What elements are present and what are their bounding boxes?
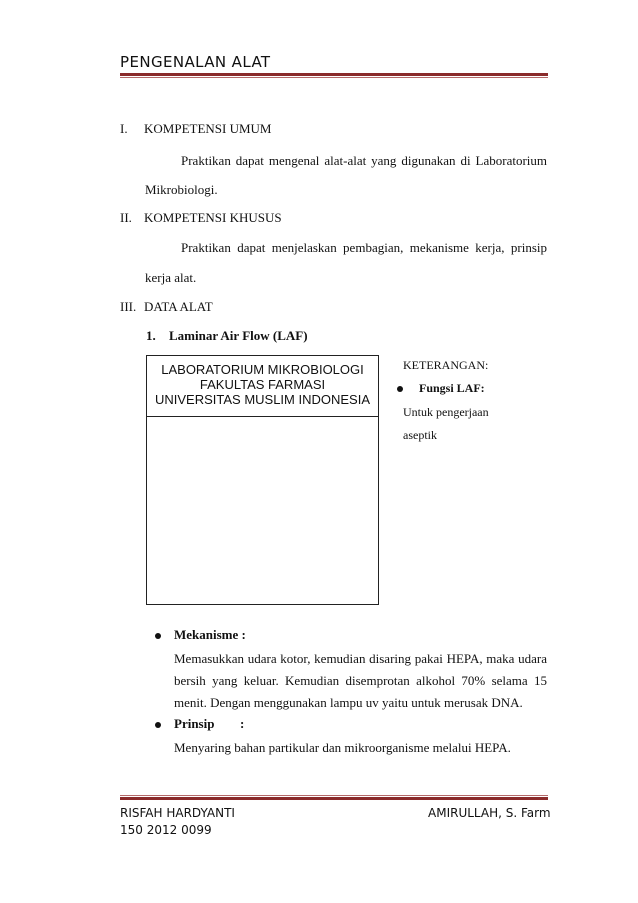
prinsip-colon: : <box>240 716 245 731</box>
mekanisme-label: Mekanisme : <box>174 627 246 642</box>
section-number: III. <box>120 299 137 314</box>
item-number: 1. <box>146 328 156 343</box>
section-title: KOMPETENSI KHUSUS <box>144 210 282 225</box>
paragraph-line: Praktikan dapat mengenal alat-alat yang digunakan di Laboratorium <box>181 153 547 168</box>
header-rule <box>120 73 548 76</box>
paragraph-line: kerja alat. <box>145 270 197 285</box>
fungsi-text: Untuk pengerjaan <box>403 405 489 419</box>
footer-author-id: 150 2012 0099 <box>120 823 212 837</box>
section-kompetensi-umum <box>120 121 550 137</box>
mekanisme-line: Memasukkan udara kotor, kemudian disaring pakai HEPA, maka udara <box>174 651 547 666</box>
lab-name: LABORATORIUM MIKROBIOLOGI <box>161 362 364 377</box>
bullet-icon <box>397 386 403 392</box>
paragraph-line: Praktikan dapat menjelaskan pembagian, mekanisme kerja, prinsip <box>181 240 547 255</box>
paragraph-line: Mikrobiologi. <box>145 182 218 197</box>
photo-frame <box>146 355 379 605</box>
section-number: I. <box>120 121 128 136</box>
bullet-icon <box>155 633 161 639</box>
faculty-name: FAKULTAS FARMASI <box>199 377 326 392</box>
item-title: Laminar Air Flow (LAF) <box>169 328 308 343</box>
page-header-title: PENGENALAN ALAT <box>120 53 271 71</box>
footer-author-name: RISFAH HARDYANTI <box>120 806 235 820</box>
footer-rule-thin <box>120 795 548 796</box>
section-kompetensi-khusus <box>120 210 550 226</box>
fungsi-label: Fungsi LAF: <box>419 381 485 395</box>
mekanisme-line: menit. Dengan menggunakan lampu uv yaitu untuk merusak DNA. <box>174 695 523 710</box>
section-title: KOMPETENSI UMUM <box>144 121 272 136</box>
section-data-alat <box>120 299 550 315</box>
fungsi-text: aseptik <box>403 428 437 442</box>
mekanisme-line: bersih yang keluar. Kemudian disemprotan alkohol 70% selama 15 <box>174 673 547 688</box>
bullet-icon <box>155 722 161 728</box>
section-number: II. <box>120 210 132 225</box>
header-rule-thin <box>120 77 548 78</box>
prinsip-label: Prinsip <box>174 716 215 731</box>
university-name: UNIVERSITAS MUSLIM INDONESIA <box>154 392 370 407</box>
photo-label <box>147 356 378 417</box>
section-title: DATA ALAT <box>144 299 213 314</box>
footer-assistant-name: AMIRULLAH, S. Farm <box>428 806 551 820</box>
keterangan-title: KETERANGAN: <box>403 358 489 372</box>
prinsip-line: Menyaring bahan partikular dan mikroorganisme melalui HEPA. <box>174 740 511 755</box>
footer-rule <box>120 797 548 800</box>
